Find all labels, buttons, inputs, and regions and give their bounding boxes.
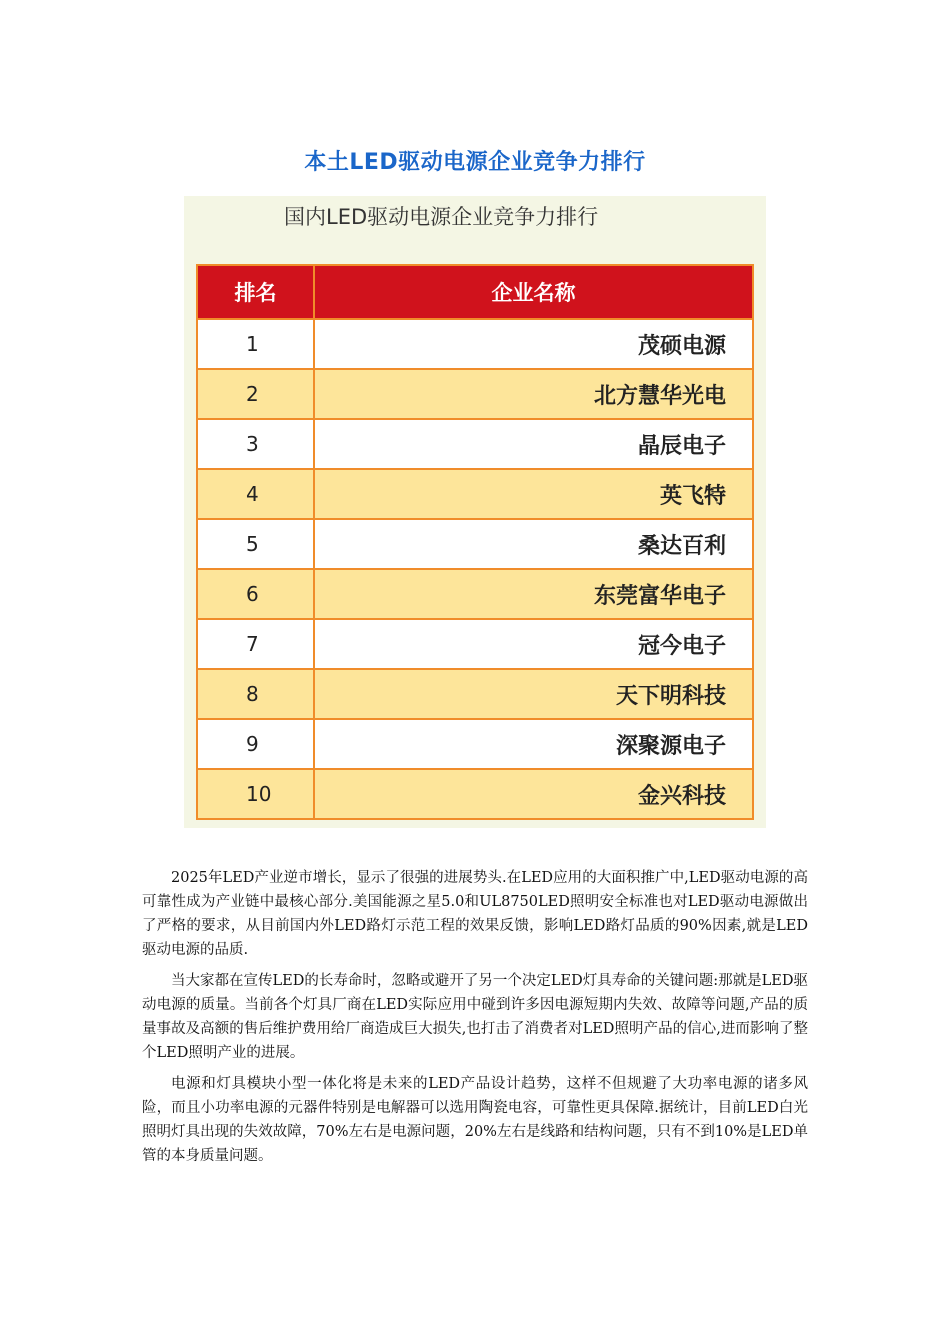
figure-caption: 国内LED驱动电源企业竞争力排行 [284,205,599,229]
rank-cell: 4 [197,469,314,519]
table-row [197,369,753,419]
company-cell: 茂硕电源 [314,319,753,369]
company-cell: 桑达百利 [314,519,753,569]
company-cell: 金兴科技 [314,769,753,819]
paragraph: 2025年LED产业逆市增长，显示了很强的进展势头.在LED应用的大面积推广中,LED驱动电源的高可靠性成为产业链中最核心部分.美国能源之星5.0和UL8750LED照明安全标准也对LED驱动电源做出了严格的要求，从目前国内外LED路灯示范工程的效果反馈，影响LED路灯品质的90%因素,就是LED驱动电源的品质. [142,870,808,958]
ranking-figure [184,196,766,828]
table-row [197,319,753,369]
company-cell: 英飞特 [314,469,753,519]
company-cell: 冠今电子 [314,619,753,669]
rank-cell: 7 [197,619,314,669]
company-cell: 天下明科技 [314,669,753,719]
page-title: 本土LED驱动电源企业竞争力排行 [304,149,646,175]
rank-cell: 8 [197,669,314,719]
table-row [197,419,753,469]
header-company: 企业名称 [314,265,753,319]
rank-cell: 9 [197,719,314,769]
ranking-table [196,264,754,820]
rank-cell: 6 [197,569,314,619]
table-header-row [197,265,753,319]
article-body [142,866,808,1175]
table-row [197,569,753,619]
rank-cell: 3 [197,419,314,469]
rank-cell: 2 [197,369,314,419]
table-row [197,769,753,819]
company-cell: 晶辰电子 [314,419,753,469]
rank-cell: 1 [197,319,314,369]
header-rank: 排名 [197,265,314,319]
company-cell: 北方慧华光电 [314,369,753,419]
table-row [197,619,753,669]
paragraph: 电源和灯具模块小型一体化将是未来的LED产品设计趋势，这样不但规避了大功率电源的诸多风险，而且小功率电源的元器件特别是电解器可以选用陶瓷电容，可靠性更具保障.据统计，目前LED白光照明灯具出现的失效故障，70%左右是电源问题，20%左右是线路和结构问题，只有不到10%是LED单管的本身质量问题。 [142,1076,808,1164]
table-row [197,719,753,769]
company-cell: 东莞富华电子 [314,569,753,619]
paragraph: 当大家都在宣传LED的长寿命时，忽略或避开了另一个决定LED灯具寿命的关键问题:那就是LED驱动电源的质量。当前各个灯具厂商在LED实际应用中碰到许多因电源短期内失效、故障等问题,产品的质量事故及高额的售后维护费用给厂商造成巨大损失,也打击了消费者对LED照明产品的信心,进而影响了整个LED照明产业的进展。 [142,973,808,1061]
table-row [197,469,753,519]
table-row [197,519,753,569]
company-cell: 深聚源电子 [314,719,753,769]
rank-cell: 5 [197,519,314,569]
table-row [197,669,753,719]
rank-cell: 10 [197,769,314,819]
